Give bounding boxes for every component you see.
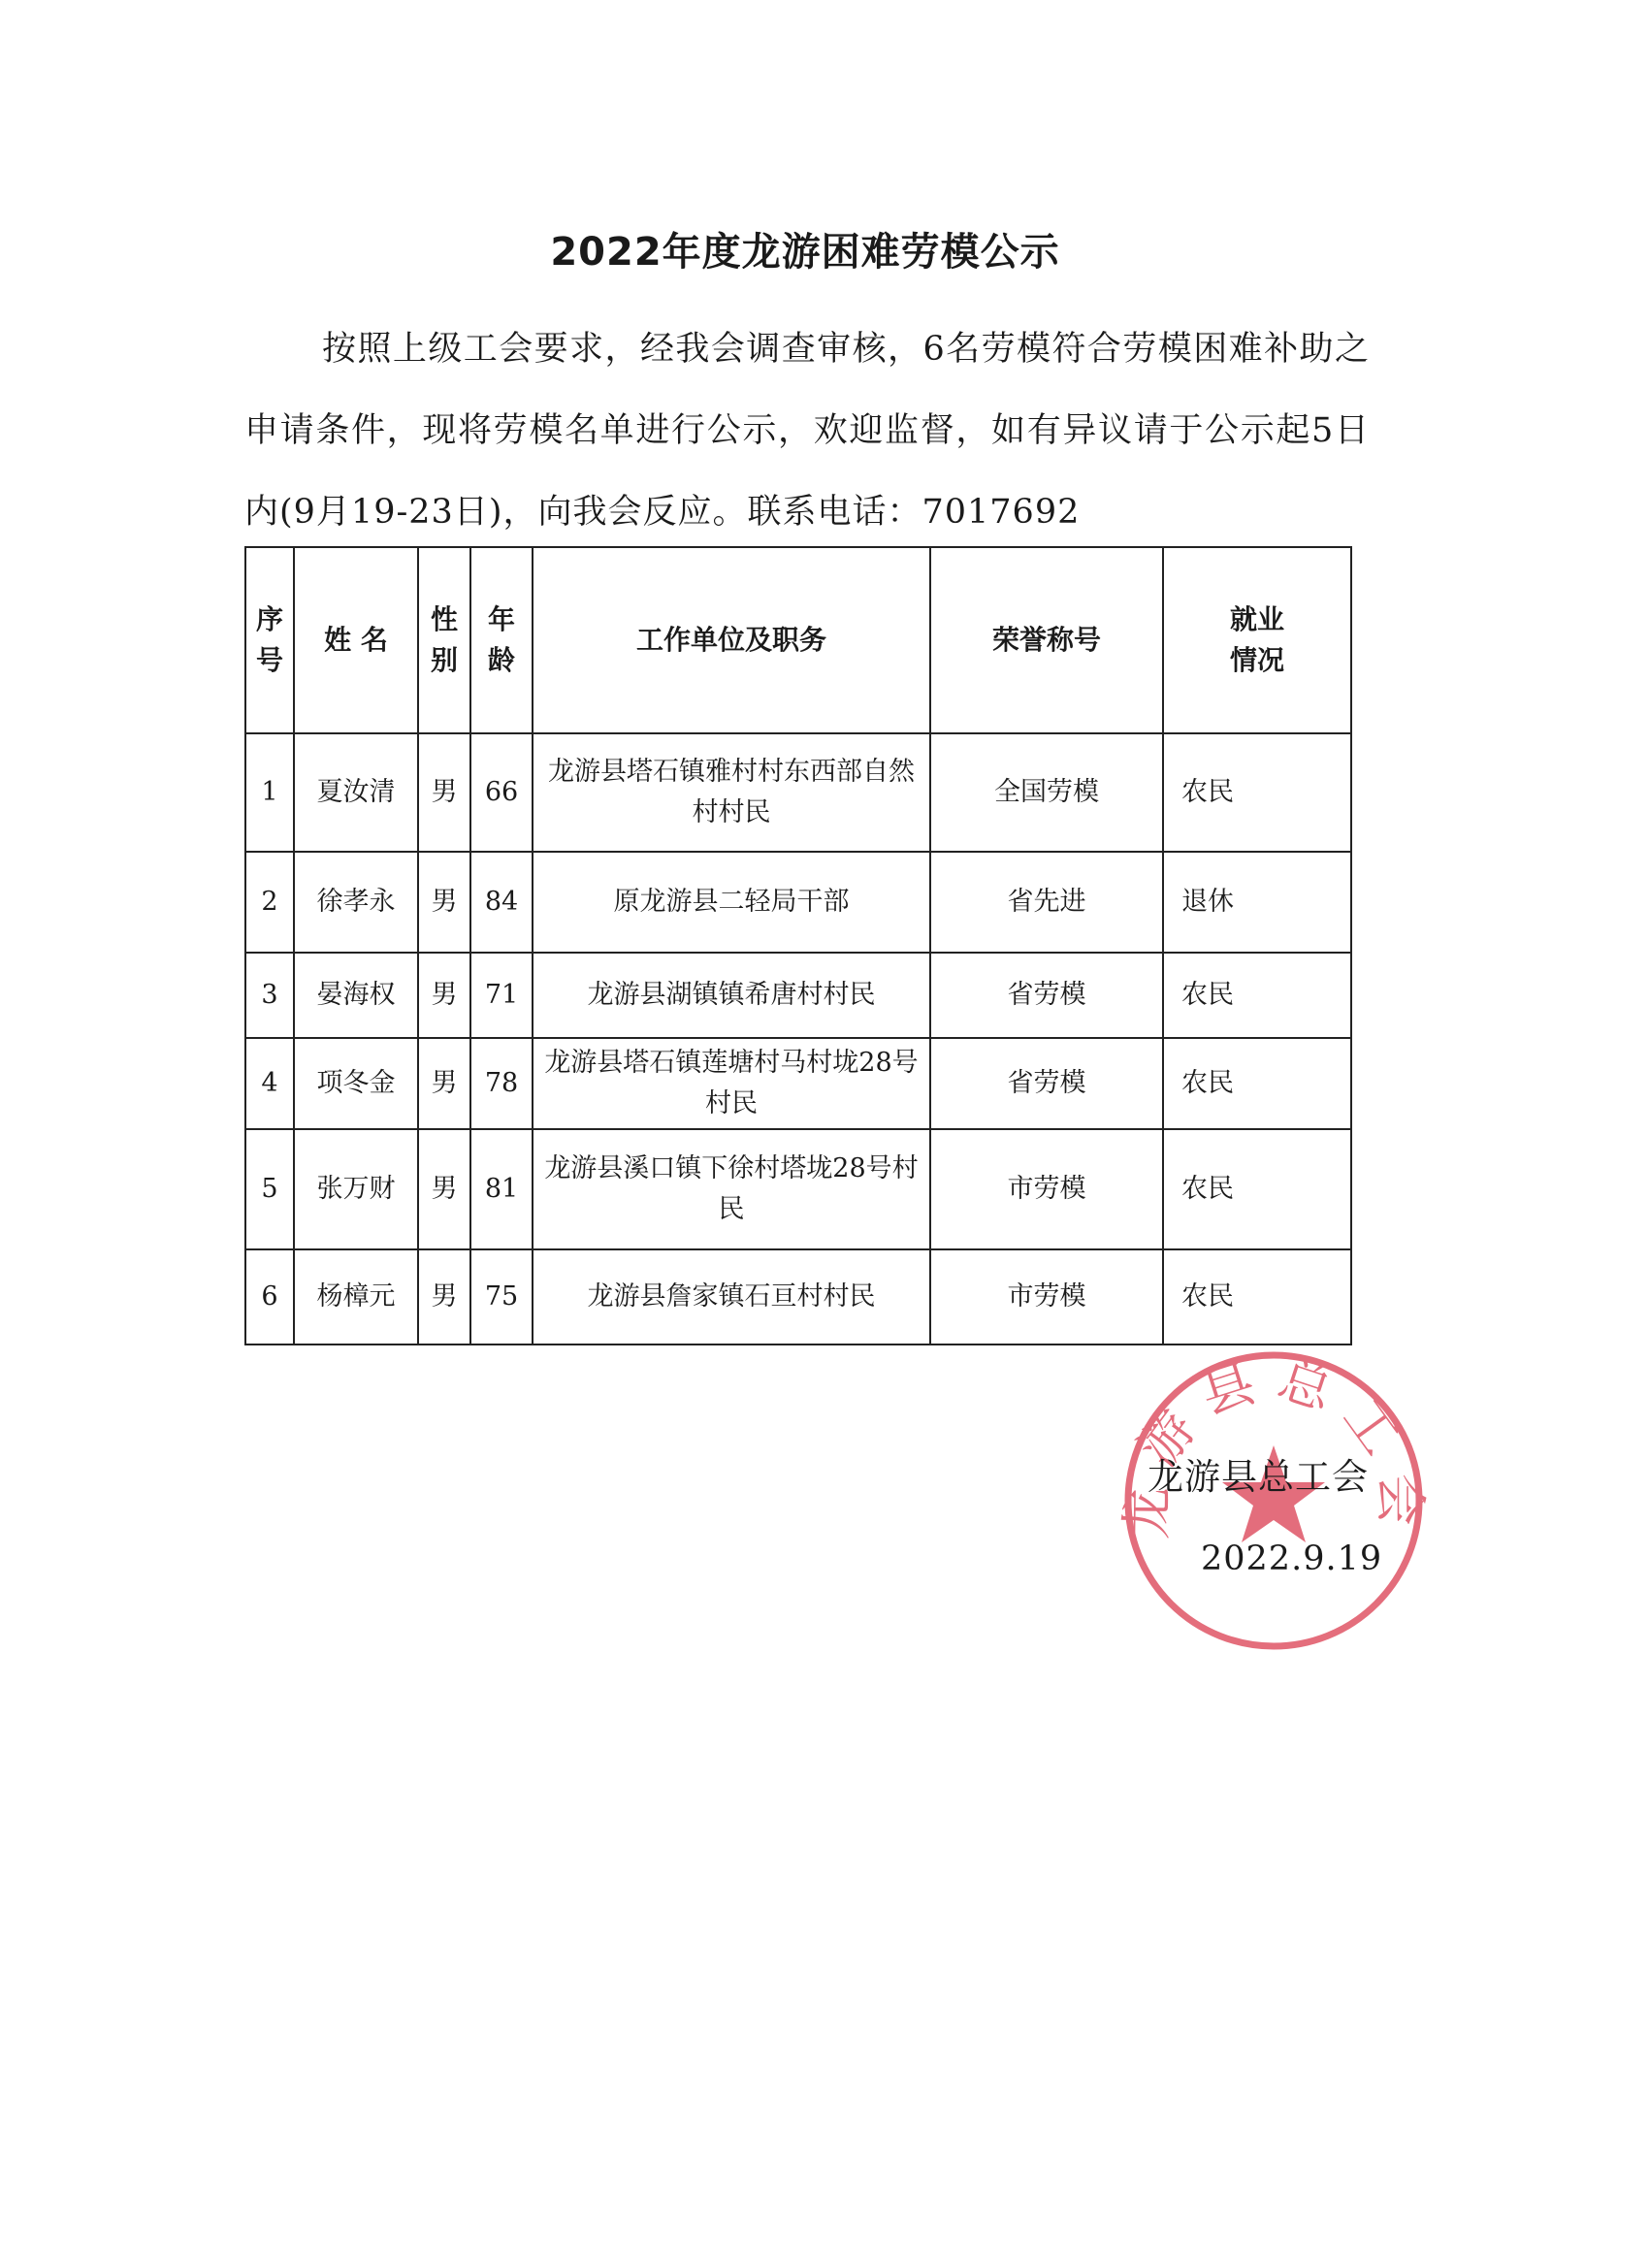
cell-name: 杨樟元 bbox=[294, 1249, 418, 1345]
cell-employment: 农民 bbox=[1163, 1249, 1351, 1345]
header-honor: 荣誉称号 bbox=[930, 547, 1163, 733]
cell-honor: 市劳模 bbox=[930, 1129, 1163, 1249]
cell-job: 龙游县湖镇镇希唐村村民 bbox=[533, 953, 930, 1038]
official-seal bbox=[1114, 1341, 1434, 1661]
table-row bbox=[245, 1038, 1351, 1129]
notice-paragraph: 按照上级工会要求，经我会调查审核，6名劳模符合劳模困难补助之申请条件，现将劳模名单进行公示，欢迎监督，如有异议请于公示起5日内(9月19-23日)，向我会反应。联系电话：7017692 bbox=[244, 330, 1370, 532]
table-row bbox=[245, 1249, 1351, 1345]
cell-job: 原龙游县二轻局干部 bbox=[533, 852, 930, 953]
cell-name: 张万财 bbox=[294, 1129, 418, 1249]
cell-name: 项冬金 bbox=[294, 1038, 418, 1129]
cell-gender: 男 bbox=[418, 1249, 470, 1345]
cell-job: 龙游县塔石镇雅村村东西部自然村村民 bbox=[533, 733, 930, 852]
cell-employment: 农民 bbox=[1163, 1038, 1351, 1129]
cell-seq: 5 bbox=[245, 1129, 294, 1249]
header-employment: 就业情况 bbox=[1163, 547, 1351, 733]
header-name: 姓 名 bbox=[294, 547, 418, 733]
cell-seq: 4 bbox=[245, 1038, 294, 1129]
table-row bbox=[245, 1129, 1351, 1249]
cell-gender: 男 bbox=[418, 733, 470, 852]
header-job: 工作单位及职务 bbox=[533, 547, 930, 733]
cell-age: 81 bbox=[470, 1129, 533, 1249]
table-row bbox=[245, 733, 1351, 852]
cell-employment: 农民 bbox=[1163, 1129, 1351, 1249]
header-age: 年龄 bbox=[470, 547, 533, 733]
table-row bbox=[245, 852, 1351, 953]
honoree-table bbox=[244, 546, 1352, 1345]
cell-honor: 省先进 bbox=[930, 852, 1163, 953]
cell-seq: 6 bbox=[245, 1249, 294, 1345]
cell-job: 龙游县溪口镇下徐村塔垅28号村民 bbox=[533, 1129, 930, 1249]
table-row bbox=[245, 953, 1351, 1038]
cell-employment: 农民 bbox=[1163, 733, 1351, 852]
page-title: 2022年度龙游困难劳模公示 bbox=[550, 230, 1060, 275]
header-seq: 序号 bbox=[245, 547, 294, 733]
cell-honor: 市劳模 bbox=[930, 1249, 1163, 1345]
cell-age: 78 bbox=[470, 1038, 533, 1129]
cell-job: 龙游县詹家镇石亘村村民 bbox=[533, 1249, 930, 1345]
cell-age: 75 bbox=[470, 1249, 533, 1345]
signature-organization: 龙游县总工会 bbox=[1148, 1456, 1369, 1498]
cell-seq: 2 bbox=[245, 852, 294, 953]
cell-age: 66 bbox=[470, 733, 533, 852]
cell-gender: 男 bbox=[418, 852, 470, 953]
cell-employment: 退休 bbox=[1163, 852, 1351, 953]
header-gender: 性别 bbox=[418, 547, 470, 733]
cell-seq: 3 bbox=[245, 953, 294, 1038]
seal-text: 龙游县总工会 bbox=[1116, 1346, 1432, 1541]
cell-gender: 男 bbox=[418, 1038, 470, 1129]
cell-honor: 全国劳模 bbox=[930, 733, 1163, 852]
cell-name: 徐孝永 bbox=[294, 852, 418, 953]
cell-age: 84 bbox=[470, 852, 533, 953]
cell-job: 龙游县塔石镇莲塘村马村垅28号村民 bbox=[533, 1038, 930, 1129]
signature-date: 2022.9.19 bbox=[1201, 1539, 1383, 1578]
cell-employment: 农民 bbox=[1163, 953, 1351, 1038]
cell-age: 71 bbox=[470, 953, 533, 1038]
cell-name: 晏海权 bbox=[294, 953, 418, 1038]
cell-honor: 省劳模 bbox=[930, 953, 1163, 1038]
cell-honor: 省劳模 bbox=[930, 1038, 1163, 1129]
table-header-row bbox=[245, 547, 1351, 733]
cell-gender: 男 bbox=[418, 1129, 470, 1249]
cell-seq: 1 bbox=[245, 733, 294, 852]
cell-name: 夏汝清 bbox=[294, 733, 418, 852]
cell-gender: 男 bbox=[418, 953, 470, 1038]
